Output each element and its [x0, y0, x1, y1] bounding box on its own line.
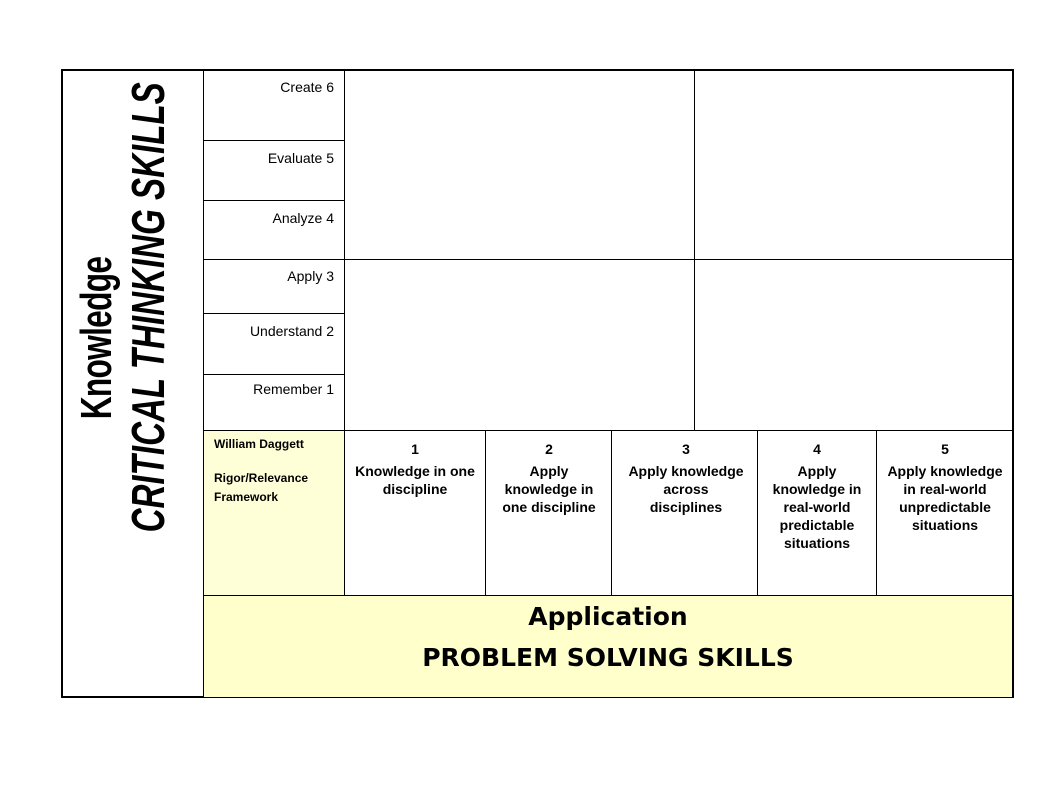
- application-level-3: [628, 440, 744, 516]
- framework-author: William Daggett: [214, 437, 304, 451]
- grid-line: [757, 431, 758, 595]
- vertical-axis-line2: CRITICAL THINKING SKILLS: [122, 82, 174, 533]
- level-label-apply: Apply 3: [287, 268, 334, 284]
- application-level-text: Apply knowledge across disciplines: [628, 463, 744, 515]
- application-level-text: Apply knowledge in one discipline: [502, 463, 596, 515]
- grid-line: [204, 140, 344, 141]
- vertical-axis-title: [72, 68, 174, 608]
- level-label-create: Create 6: [280, 79, 334, 95]
- grid-line: [204, 313, 344, 314]
- application-level-number: 1: [411, 441, 419, 457]
- application-level-4: [764, 440, 870, 552]
- application-level-number: 2: [545, 441, 553, 457]
- application-level-number: 3: [682, 441, 690, 457]
- application-level-5: [882, 440, 1008, 534]
- grid-line: [204, 259, 1012, 260]
- horizontal-axis-line1: Application: [528, 602, 688, 631]
- grid-line: [204, 200, 344, 201]
- level-label-understand: Understand 2: [249, 323, 334, 339]
- grid-line: [485, 431, 486, 595]
- grid-line: [344, 70, 345, 595]
- vertical-axis-panel: [62, 70, 202, 697]
- application-level-number: 4: [813, 441, 821, 457]
- grid-line: [876, 431, 877, 595]
- application-level-number: 5: [941, 441, 949, 457]
- framework-word: Framework: [214, 490, 279, 504]
- framework-name: Rigor/Relevance: [214, 471, 309, 485]
- application-level-1: [350, 440, 480, 498]
- level-label-remember: Remember 1: [253, 381, 334, 397]
- application-level-text: Apply knowledge in real-world unpredictable situations: [887, 463, 1003, 533]
- vertical-axis-line1: Knowledge: [72, 256, 121, 420]
- grid-line: [694, 70, 695, 431]
- horizontal-axis-title: [204, 596, 1012, 672]
- application-level-2: [496, 440, 602, 516]
- application-level-text: Knowledge in one discipline: [355, 463, 475, 497]
- application-level-text: Apply knowledge in real-world predictable situations: [772, 463, 862, 551]
- grid-line: [204, 430, 1012, 431]
- level-label-analyze: Analyze 4: [272, 210, 334, 226]
- framework-credit: [214, 438, 308, 525]
- level-label-evaluate: Evaluate 5: [267, 150, 334, 166]
- horizontal-axis-line2: PROBLEM SOLVING SKILLS: [422, 643, 794, 672]
- grid-line: [611, 431, 612, 595]
- grid-line: [204, 374, 344, 375]
